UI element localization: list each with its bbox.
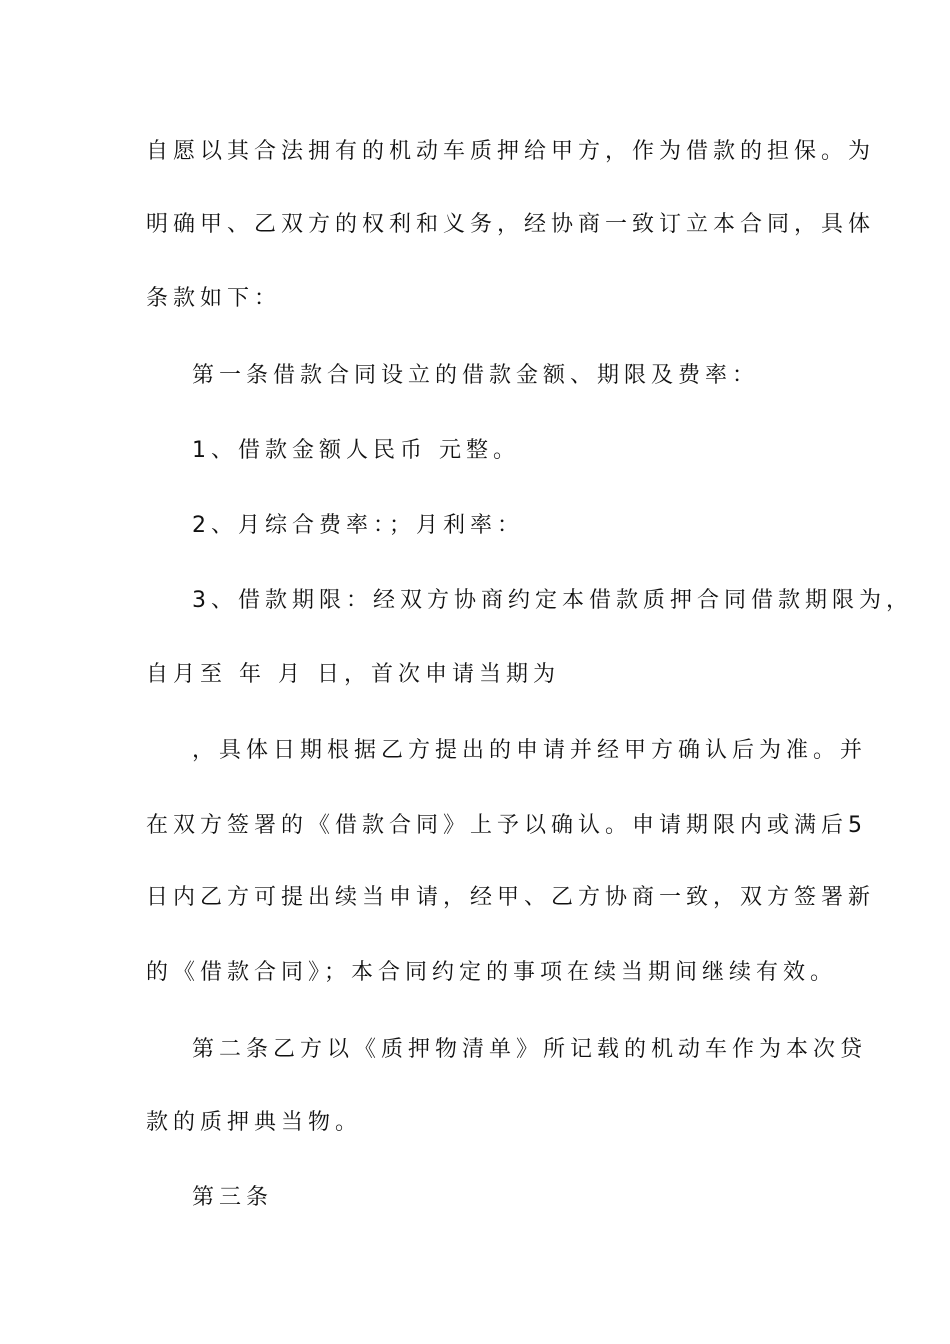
clause-heading: 第二条乙方以《质押物清单》所记载的机动车作为本次贷 [192,1037,868,1062]
clause-heading: 第三条 [192,1185,274,1210]
paragraph-line: 自愿以其合法拥有的机动车质押给甲方，作为借款的担保。为 [146,139,876,164]
paragraph-line: 的《借款合同》；本合同约定的事项在续当期间继续有效。 [146,960,838,985]
paragraph-line: 自月至 年 月 日，首次申请当期为 [146,662,560,687]
paragraph-line: 款的质押典当物。 [146,1110,363,1135]
paragraph-line: 在双方签署的《借款合同》上予以确认。申请期限内或满后5 [146,813,867,838]
list-item: 2、月综合费率：；月利率： [192,513,524,538]
clause-heading: 第一条借款合同设立的借款金额、期限及费率： [192,363,760,388]
paragraph-line: 日内乙方可提出续当申请，经甲、乙方协商一致，双方签署新 [146,885,876,910]
paragraph-line: 条款如下： [146,286,282,311]
paragraph-line: ，具体日期根据乙方提出的申请并经甲方确认后为准。并 [192,738,868,763]
paragraph-line: 明确甲、乙双方的权利和义务，经协商一致订立本合同，具体 [146,212,876,237]
list-item: 3、借款期限：经双方协商约定本借款质押合同借款期限为， [192,588,913,613]
list-item: 1、借款金额人民币 元整。 [192,438,520,463]
